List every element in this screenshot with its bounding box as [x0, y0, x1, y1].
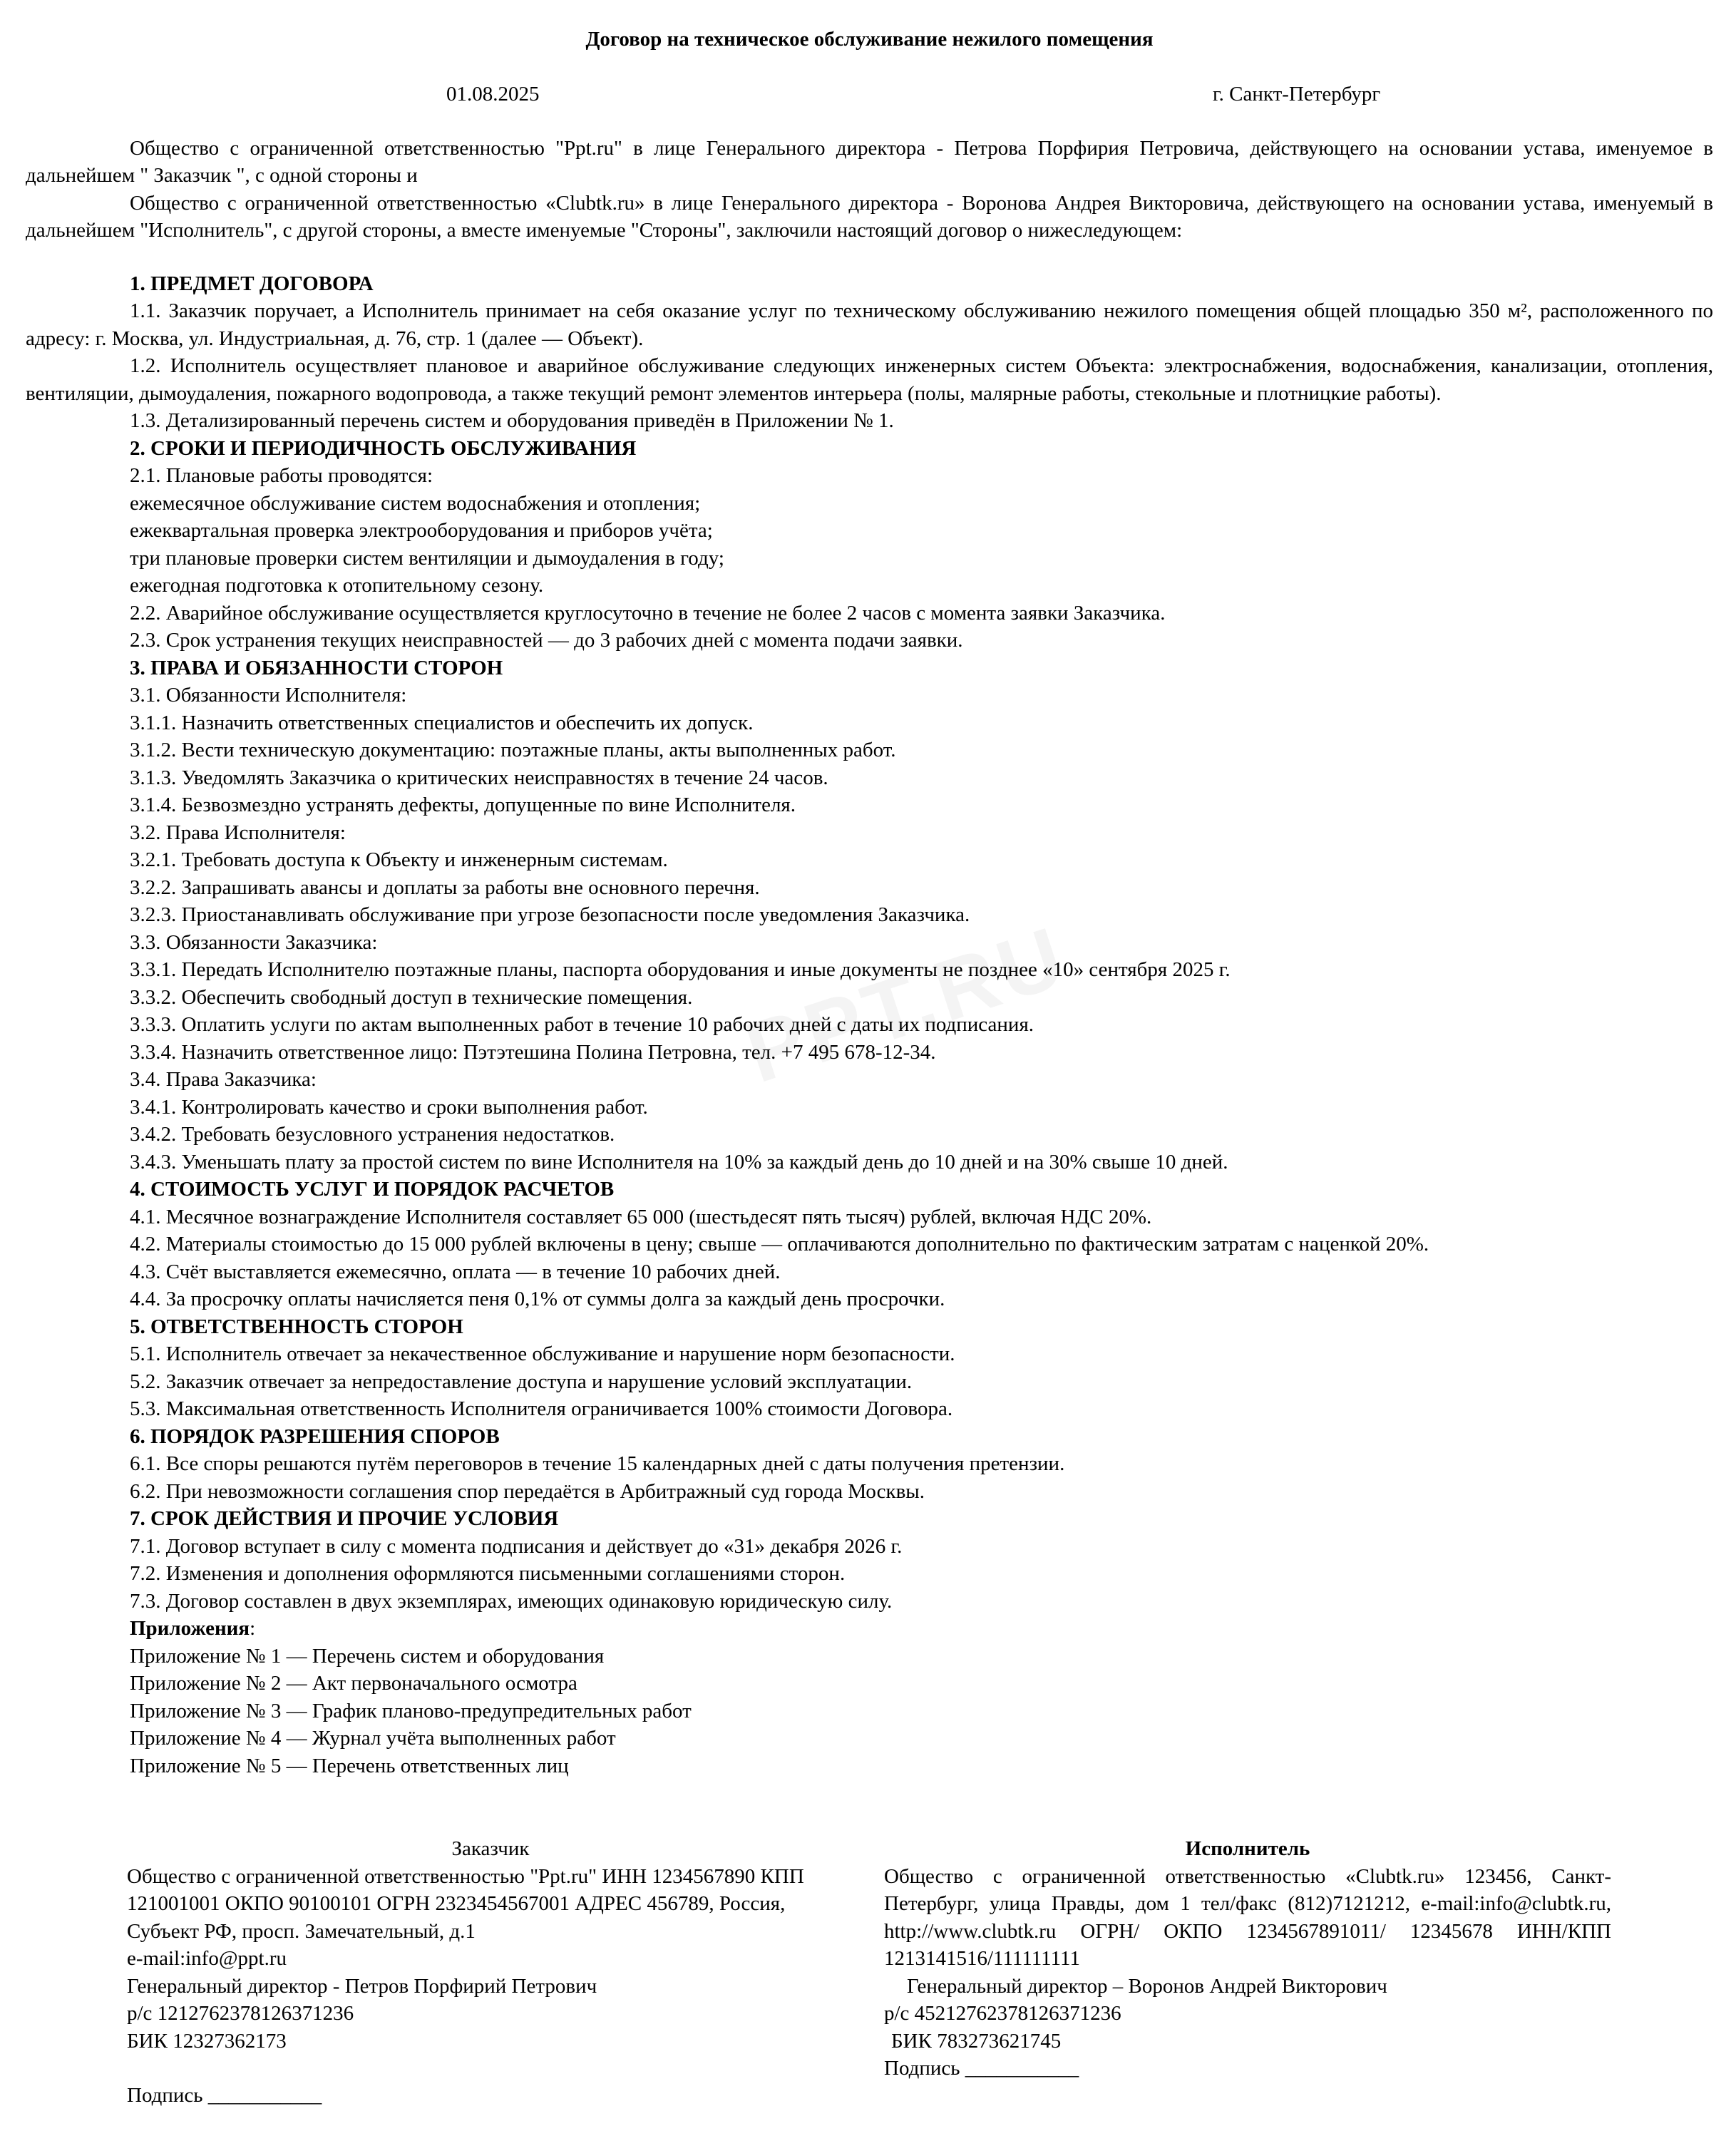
appendix-item: Приложение № 4 — Журнал учёта выполненных работ [130, 1727, 616, 1750]
contract-date: 01.08.2025 [446, 82, 540, 106]
section-heading: 4. СТОИМОСТЬ УСЛУГ И ПОРЯДОК РАСЧЕТОВ [130, 1178, 615, 1201]
section-6 [26, 1423, 1713, 1506]
signature-blocks [0, 1835, 1736, 2120]
clause-line: 4.1. Месячное вознаграждение Исполнителя составляет 65 000 (шестьдесят пять тысяч) рублей, включая НДС 20%. [130, 1205, 1152, 1228]
clause-line: 3.4. Права Заказчика: [130, 1068, 317, 1091]
section-heading: 1. ПРЕДМЕТ ДОГОВОРА [130, 272, 374, 295]
clause-line: 3.1.4. Безвозмездно устранять дефекты, допущенные по вине Исполнителя. [130, 794, 796, 816]
appendix-item: Приложение № 3 — График планово-предупредительных работ [130, 1699, 692, 1722]
customer-details: Общество с ограниченной ответственностью "Ppt.ru" ИНН 1234567890 КПП 121001001 ОКПО 90100101 ОГРН 2323454567001 АДРЕС 456789, Россия, Субъект РФ, просп. Замечательный, д.1 [127, 1864, 804, 1943]
customer-email: e-mail:info@ppt.ru [127, 1947, 287, 1970]
appendices-heading-line [26, 1615, 1713, 1643]
clause-line: 3.2.2. Запрашивать авансы и доплаты за работы вне основного перечня. [130, 875, 760, 899]
clause-line: 3.4.2. Требовать безусловного устранения недостатков. [130, 1123, 615, 1146]
section-4 [26, 1176, 1713, 1313]
clause-line: 2.2. Аварийное обслуживание осуществляется круглосуточно в течение не более 2 часов с момента заявки Заказчика. [130, 601, 1166, 625]
customer-block [127, 1835, 854, 2110]
customer-account: р/с 1212762378126371236 [127, 2002, 354, 2025]
clause-line: 3.2. Права Исполнителя: [130, 821, 346, 844]
customer-bik: БИК 12327362173 [127, 2029, 287, 2053]
intro-customer-party: Общество с ограниченной ответственностью "Ppt.ru" в лице Генерального директора - Петрова Порфирия Петровича, действующего на основании устава, именуемое в дальнейшем " Заказчик ", с одной стороны и [26, 136, 1713, 187]
clause-line: 3.3.1. Передать Исполнителю поэтажные планы, паспорта оборудования и иные документы не позднее «10» сентября 2025 г. [130, 958, 1231, 981]
clause-line: 3.1.2. Вести техническую документацию: поэтажные планы, акты выполненных работ. [130, 739, 896, 761]
appendix-item: Приложение № 5 — Перечень ответственных лиц [130, 1754, 569, 1777]
contractor-block [884, 1835, 1611, 2083]
clause-line: 3.3.4. Назначить ответственное лицо: Пэтэтешина Полина Петровна, тел. +7 495 678-12-34. [130, 1040, 936, 1064]
clause-line: 3.2.3. Приостанавливать обслуживание при угрозе безопасности после уведомления Заказчика. [130, 903, 970, 926]
clause-line: 4.4. За просрочку оплаты начисляется пеня 0,1% от суммы долга за каждый день просрочки. [130, 1288, 945, 1310]
date-line [26, 81, 1713, 109]
section-heading: 7. СРОК ДЕЙСТВИЯ И ПРОЧИЕ УСЛОВИЯ [130, 1507, 559, 1530]
clause-line: 3.1. Обязанности Исполнителя: [130, 684, 407, 707]
clause-line: 3.1.1. Назначить ответственных специалистов и обеспечить их допуск. [130, 711, 754, 734]
clause-line: 4.3. Счёт выставляется ежемесячно, оплата — в течение 10 рабочих дней. [130, 1260, 781, 1283]
clause-line: 2.3. Срок устранения текущих неисправностей — до 3 рабочих дней с момента подачи заявки. [130, 629, 963, 652]
section-5 [26, 1313, 1713, 1423]
clause-1-3: 1.3. Детализированный перечень систем и оборудования приведён в Приложении № 1. [130, 409, 894, 432]
appendices [26, 1615, 1713, 1780]
appendix-item: Приложение № 2 — Акт первоначального осмотра [130, 1672, 577, 1695]
clause-line: 7.2. Изменения и дополнения оформляются письменными соглашениями сторон. [130, 1562, 846, 1585]
section-heading: 5. ОТВЕТСТВЕННОСТЬ СТОРОН [130, 1315, 463, 1338]
section-3 [26, 654, 1713, 1176]
customer-signature-line[interactable]: Подпись ___________ [127, 2084, 322, 2107]
section-heading: 3. ПРАВА И ОБЯЗАННОСТИ СТОРОН [130, 656, 503, 679]
section-1 [26, 270, 1713, 435]
customer-heading: Заказчик [451, 1837, 530, 1860]
clause-line: 3.3.2. Обеспечить свободный доступ в технические помещения. [130, 985, 693, 1009]
contractor-bik: БИК 783273621745 [891, 2029, 1062, 2053]
contractor-details: Общество с ограниченной ответственностью «Clubtk.ru» 123456, Санкт-Петербург, улица Правды, дом 1 тел/факс (812)7121212, e-mail:info@clubtk.ru, http://www.clubtk.ru ОГРН/ ОКПО 1234567891011/ 12345678 ИНН/КПП 1213141516/111111111 [884, 1864, 1611, 1970]
section-2 [26, 435, 1713, 654]
document-title: Договор на техническое обслуживание нежилого помещения [585, 28, 1154, 51]
intro-contractor-party: Общество с ограниченной ответственностью «Clubtk.ru» в лице Генерального директора - Воронова Андрея Викторовича, действующего на основании устава, именуемый в дальнейшем "Исполнитель", с другой стороны, а вместе именуемые "Стороны", заключили настоящий договор о нижеследующем: [26, 191, 1713, 242]
clause-line: 6.2. При невозможности соглашения спор передаётся в Арбитражный суд города Москвы. [130, 1479, 925, 1503]
contractor-heading: Исполнитель [1185, 1837, 1310, 1860]
clause-line: 7.3. Договор составлен в двух экземплярах, имеющих одинаковую юридическую силу. [130, 1589, 893, 1613]
clause-line: 5.2. Заказчик отвечает за непредоставление доступа и нарушение условий эксплуатации. [130, 1370, 913, 1393]
section-heading: 6. ПОРЯДОК РАЗРЕШЕНИЯ СПОРОВ [130, 1424, 500, 1448]
clause-line: 3.4.3. Уменьшать плату за простой систем по вине Исполнителя на 10% за каждый день до 10 дней и на 30% свыше 10 дней. [130, 1150, 1228, 1174]
clause-line: 2.1. Плановые работы проводятся: [130, 464, 433, 487]
clause-line: ежеквартальная проверка электрооборудования и приборов учёта; [130, 519, 713, 542]
clause-line: 3.3. Обязанности Заказчика: [130, 930, 378, 954]
clause-line: 3.1.3. Уведомлять Заказчика о критических неисправностях в течение 24 часов. [130, 766, 828, 789]
clause-line: 7.1. Договор вступает в силу с момента подписания и действует до «31» декабря 2026 г. [130, 1534, 903, 1558]
contractor-director: Генеральный директор – Воронов Андрей Викторович [907, 1974, 1387, 1998]
clause-1-1: 1.1. Заказчик поручает, а Исполнитель принимает на себя оказание услуг по техническому обслуживанию нежилого помещения общей площадью 350 м², расположенного по адресу: г. Москва, ул. Индустриальная, д. 76, стр. 1 (далее — Объект). [26, 299, 1713, 350]
clause-line: 5.1. Исполнитель отвечает за некачественное обслуживание и нарушение норм безопасности. [130, 1342, 955, 1365]
clause-1-2: 1.2. Исполнитель осуществляет плановое и аварийное обслуживание следующих инженерных систем Объекта: электроснабжения, водоснабжения, канализации, отопления, вентиляции, дымоудаления, пожарного водопровода, а также текущий ремонт элементов интерьера (полы, малярные работы, стекольные и плотницкие работы). [26, 354, 1713, 405]
clause-line: ежегодная подготовка к отопительному сезону. [130, 574, 544, 597]
clause-line: три плановые проверки систем вентиляции и дымоудаления в году; [130, 546, 724, 570]
appendices-heading: Приложения [130, 1617, 250, 1640]
section-7 [26, 1505, 1713, 1615]
customer-director: Генеральный директор - Петров Порфирий Петрович [127, 1974, 597, 1998]
contractor-account: р/с 45212762378126371236 [884, 2002, 1121, 2025]
section-heading: 2. СРОКИ И ПЕРИОДИЧНОСТЬ ОБСЛУЖИВАНИЯ [130, 436, 637, 460]
clause-line: 3.2.1. Требовать доступа к Объекту и инженерным системам. [130, 848, 668, 871]
clause-line: 5.3. Максимальная ответственность Исполнителя ограничивается 100% стоимости Договора. [130, 1397, 953, 1420]
clause-line: 6.1. Все споры решаются путём переговоров в течение 15 календарных дней с даты получения претензии. [130, 1452, 1065, 1475]
appendices-colon: : [250, 1617, 256, 1640]
clause-line: 3.4.1. Контролировать качество и сроки выполнения работ. [130, 1095, 648, 1119]
clause-line: 4.2. Материалы стоимостью до 15 000 рублей включены в цену; свыше — оплачиваются дополнительно по фактическим затратам с наценкой 20%. [130, 1233, 1429, 1256]
clause-line: 3.3.3. Оплатить услуги по актам выполненных работ в течение 10 рабочих дней с даты их подписания. [130, 1013, 1034, 1036]
contract-city: г. Санкт-Петербург [1213, 82, 1381, 106]
clause-line: ежемесячное обслуживание систем водоснабжения и отопления; [130, 491, 701, 515]
intro [26, 135, 1713, 245]
appendix-item: Приложение № 1 — Перечень систем и оборудования [130, 1644, 605, 1668]
contractor-signature-line[interactable]: Подпись ___________ [884, 2057, 1079, 2080]
